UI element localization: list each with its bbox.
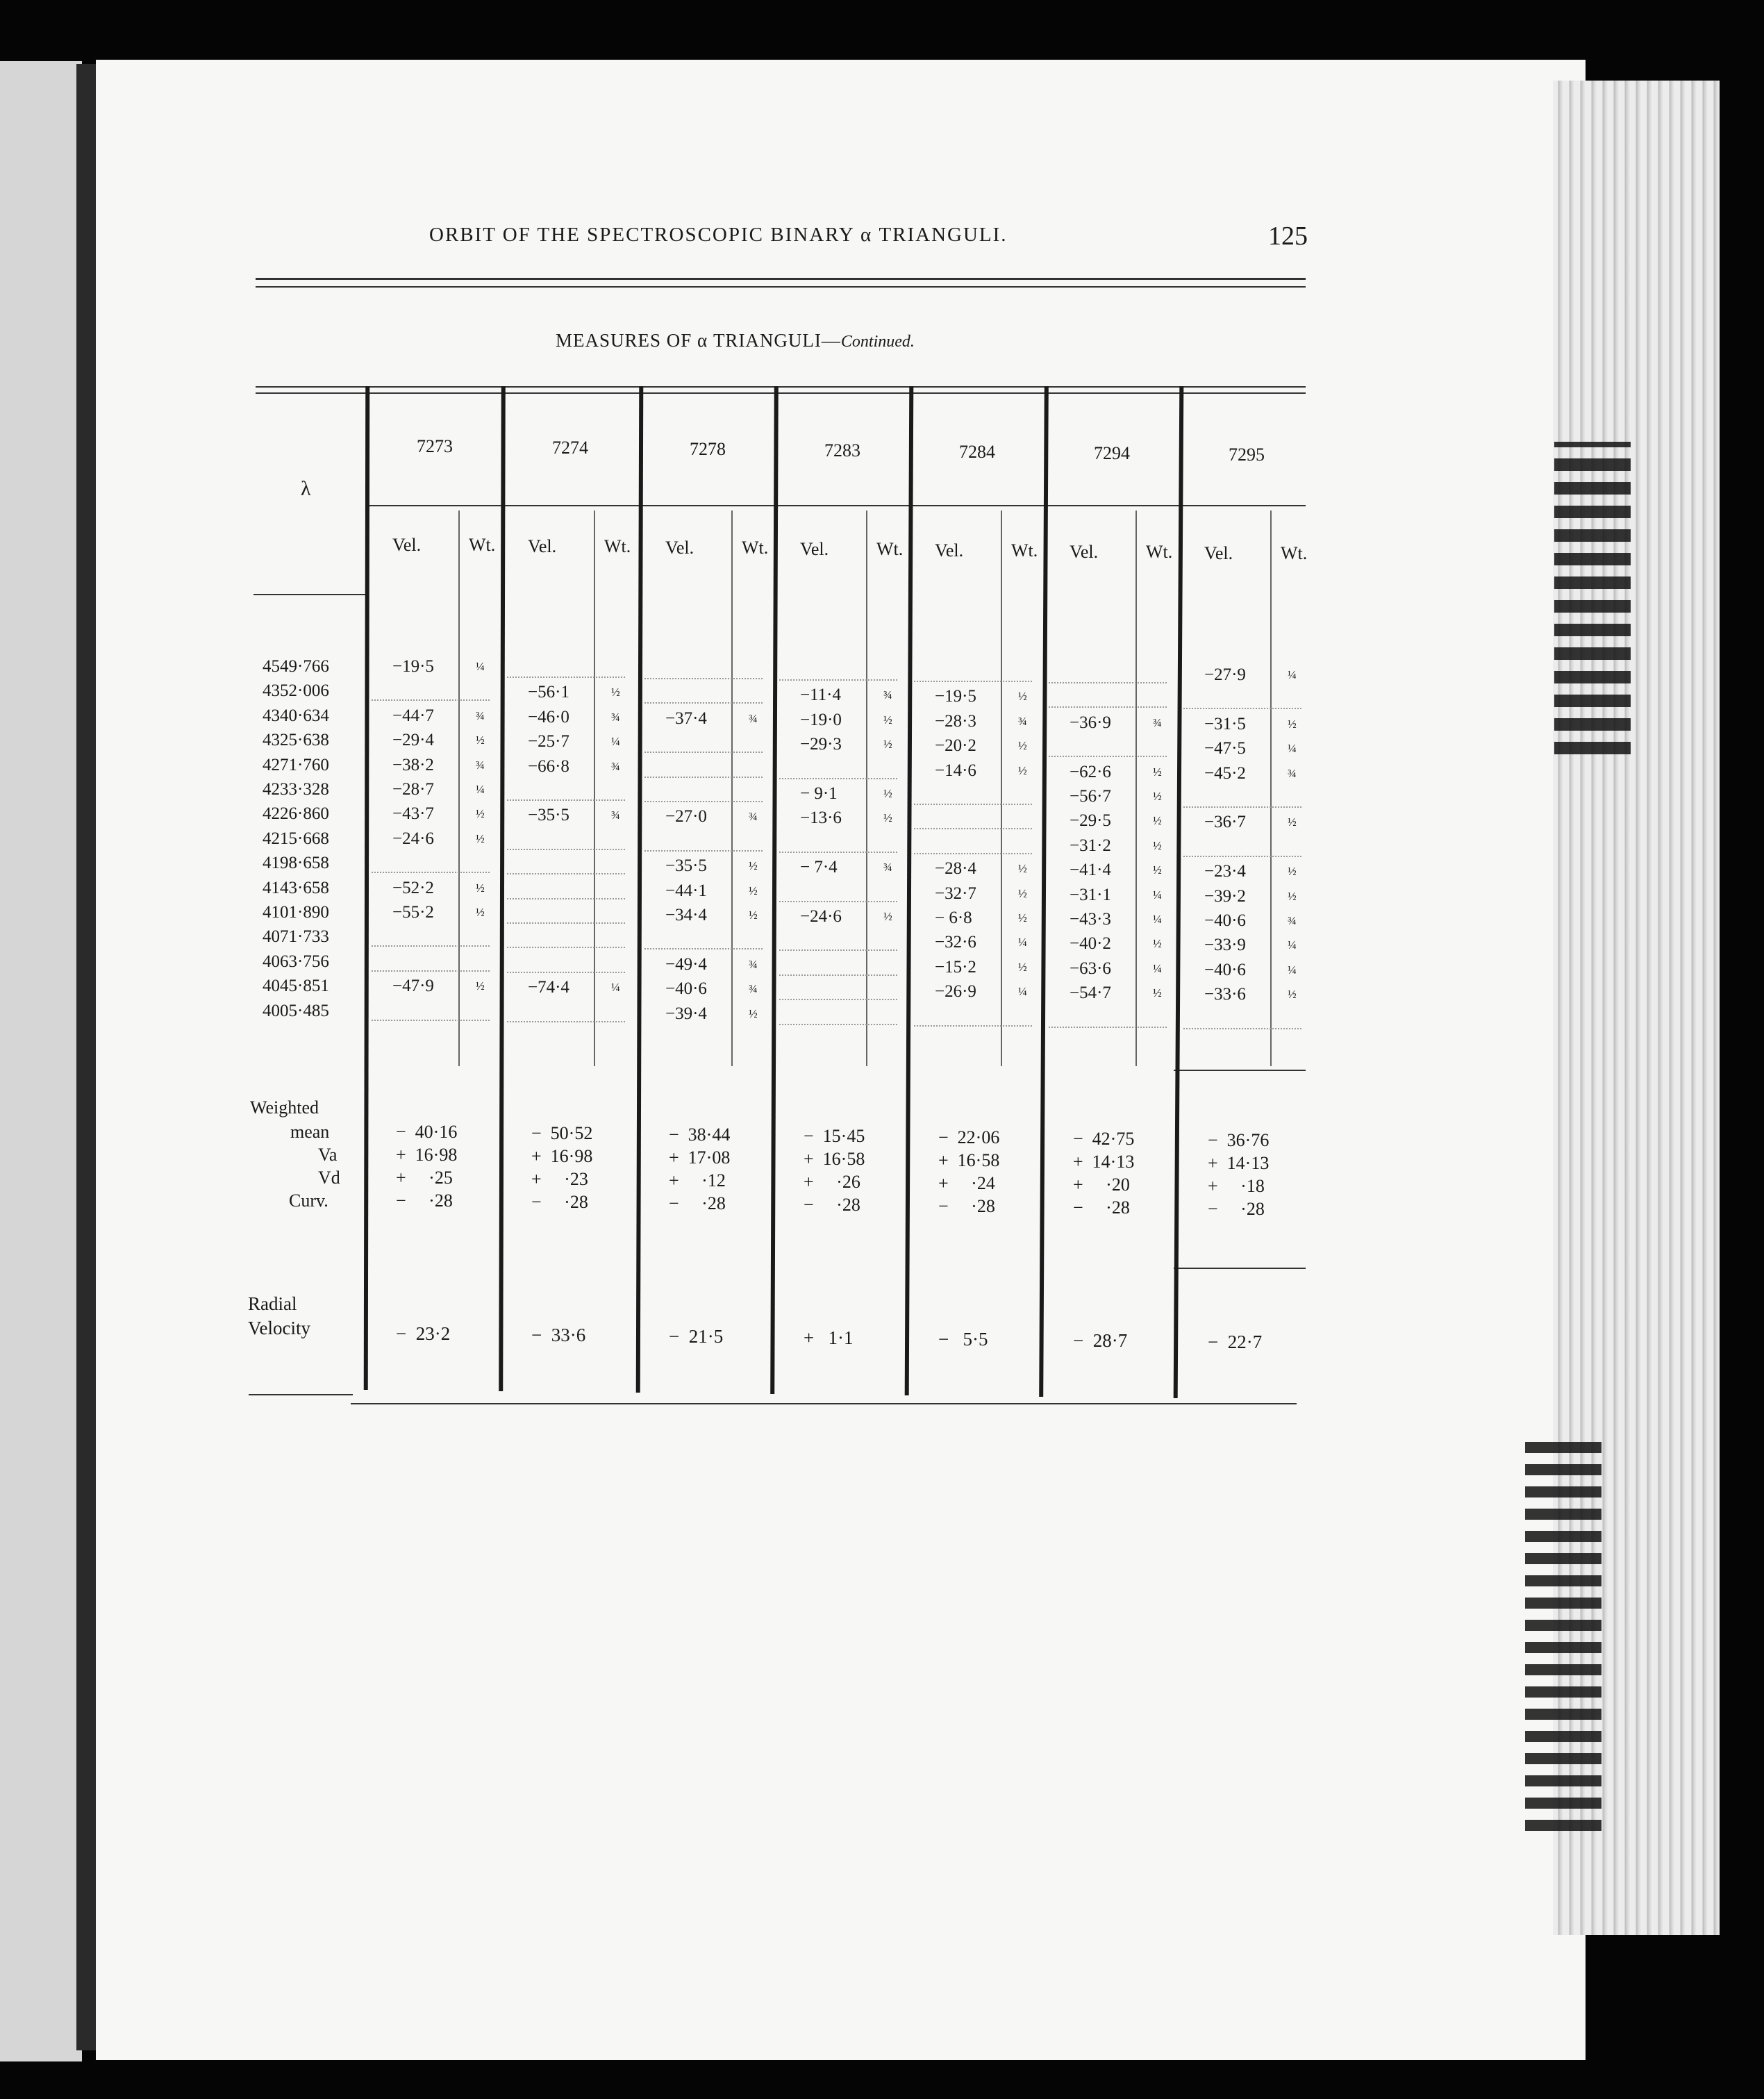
vel-wt-divider (594, 511, 595, 1066)
radial-velocity-value: − 5·5 (938, 1329, 988, 1350)
dotted-leader (644, 948, 763, 949)
plate-number: 7283 (824, 440, 860, 461)
wavelength-cell: 4143·658 (263, 878, 329, 897)
weight-value: ½ (1288, 815, 1297, 829)
dotted-leader (1049, 706, 1167, 708)
weight-value: ¼ (476, 783, 485, 796)
wavelength-cell: 4071·733 (263, 927, 329, 947)
column-header-rule (253, 594, 368, 595)
table-caption: MEASURES OF α TRIANGULI—Continued. (556, 330, 915, 351)
dotted-leader (507, 677, 625, 678)
wt-header: Wt. (1011, 540, 1038, 561)
dotted-leader (507, 922, 625, 924)
dotted-leader (1183, 856, 1301, 857)
velocity-value: −55·2 (392, 903, 434, 922)
weighted-mean-value: − 36·76 (1208, 1130, 1270, 1150)
weight-value: ¾ (1288, 914, 1297, 927)
weight-value: ½ (749, 1006, 758, 1020)
weight-value: ½ (1018, 960, 1027, 974)
velocity-value: −28·7 (392, 780, 434, 799)
velocity-value: −15·2 (935, 957, 976, 977)
velocity-value: −47·5 (1204, 739, 1246, 758)
weight-value: ½ (1018, 862, 1027, 876)
plate-number: 7284 (959, 442, 995, 462)
va-value: + 16·58 (804, 1149, 865, 1169)
dotted-leader (779, 974, 897, 976)
vel-header: Vel. (935, 540, 964, 561)
weight-value: ¾ (749, 982, 758, 996)
weight-value: ¼ (611, 981, 620, 995)
weight-value: ½ (1153, 986, 1162, 1000)
weight-value: ½ (1018, 739, 1027, 753)
vel-wt-divider (1001, 511, 1002, 1066)
weight-value: ¼ (1288, 742, 1297, 756)
velocity-value: −66·8 (528, 756, 569, 776)
velocity-value: −52·2 (392, 878, 434, 897)
curvature-value: − ·28 (1073, 1197, 1130, 1218)
dotted-leader (644, 801, 763, 802)
dotted-leader (644, 850, 763, 852)
page-stack-edge (1553, 81, 1720, 1935)
dotted-leader (914, 828, 1032, 829)
va-value: + 16·58 (938, 1150, 1000, 1170)
velocity-value: −19·0 (800, 710, 842, 729)
wt-header: Wt. (876, 539, 904, 559)
velocity-value: −36·9 (1070, 713, 1111, 732)
velocity-value: −39·4 (665, 1004, 707, 1023)
wavelength-cell: 4045·851 (263, 977, 329, 996)
wavelength-cell: 4101·890 (263, 903, 329, 922)
velocity-value: −29·3 (800, 735, 842, 754)
wavelength-cell: 4198·658 (263, 854, 329, 873)
velocity-value: −39·2 (1204, 886, 1246, 906)
weight-value: ¾ (611, 759, 620, 773)
vel-wt-divider (1270, 511, 1272, 1066)
velocity-value: −29·4 (392, 731, 434, 750)
weight-value: ¼ (1288, 938, 1297, 952)
velocity-value: − 9·1 (800, 784, 838, 803)
curvature-value: − ·28 (804, 1195, 860, 1215)
vel-wt-divider (458, 511, 460, 1066)
va-value: + 14·13 (1208, 1153, 1270, 1173)
velocity-value: −35·5 (665, 856, 707, 876)
radial-velocity-label: Radial (248, 1293, 297, 1314)
weight-value: ½ (476, 733, 485, 747)
dotted-leader (507, 972, 625, 973)
velocity-value: −47·9 (392, 977, 434, 996)
vel-wt-divider (731, 511, 733, 1066)
dotted-leader (1049, 756, 1167, 757)
radial-velocity-label: Velocity (248, 1318, 310, 1338)
vd-value: + ·23 (531, 1169, 588, 1189)
curvature-value: − ·28 (531, 1192, 588, 1212)
velocity-value: −28·4 (935, 859, 976, 879)
va-value: + 17·08 (669, 1147, 731, 1168)
wt-header: Wt. (742, 538, 769, 558)
weight-value: ½ (1018, 763, 1027, 777)
weight-value: ½ (1288, 889, 1297, 903)
weight-value: ¼ (1018, 936, 1027, 949)
dotted-leader (914, 1025, 1032, 1027)
weighted-mean-value: − 15·45 (804, 1126, 865, 1146)
weight-value: ½ (1153, 937, 1162, 951)
weight-value: ¼ (611, 735, 620, 749)
curvature-value: − ·28 (1208, 1199, 1265, 1219)
book-page (96, 60, 1586, 2060)
velocity-value: −34·4 (665, 906, 707, 924)
radial-velocity-value: − 28·7 (1073, 1330, 1128, 1351)
velocity-value: −31·1 (1070, 885, 1111, 904)
dotted-leader (779, 1024, 897, 1025)
dotted-leader (779, 778, 897, 779)
weighted-mean-value: − 38·44 (669, 1125, 731, 1145)
weight-value: ¾ (476, 708, 485, 722)
velocity-value: −35·5 (528, 806, 569, 825)
velocity-value: −38·2 (392, 755, 434, 774)
wavelength-cell: 4549·766 (263, 657, 329, 676)
wt-header: Wt. (1281, 543, 1308, 563)
weight-value: ½ (1153, 790, 1162, 803)
velocity-value: −54·7 (1070, 984, 1111, 1003)
radial-velocity-value: + 1·1 (804, 1327, 854, 1348)
dotted-leader (779, 852, 897, 853)
velocity-value: −24·6 (392, 829, 434, 848)
velocity-value: −40·2 (1070, 934, 1111, 954)
wavelength-cell: 4340·634 (263, 706, 329, 725)
velocity-value: −44·1 (665, 881, 707, 900)
weight-value: ½ (1153, 814, 1162, 828)
wt-header: Wt. (1146, 542, 1173, 562)
weight-value: ¾ (611, 808, 620, 822)
dotted-leader (1049, 1027, 1167, 1028)
weight-value: ½ (1018, 911, 1027, 924)
plate-number: 7295 (1229, 445, 1265, 465)
weight-value: ½ (476, 979, 485, 993)
velocity-value: −40·6 (665, 979, 707, 999)
velocity-value: −33·9 (1204, 936, 1246, 955)
velocity-value: − 7·4 (800, 858, 838, 877)
vel-wt-divider (866, 511, 867, 1066)
summary-label-va: Va (318, 1145, 338, 1165)
vd-value: + ·12 (669, 1170, 726, 1190)
va-value: + 16·98 (531, 1146, 593, 1166)
velocity-value: −27·9 (1204, 665, 1246, 684)
dotted-leader (507, 947, 625, 948)
weight-value: ¾ (1153, 715, 1162, 729)
dotted-leader (1183, 806, 1301, 808)
velocity-value: −28·3 (935, 711, 976, 731)
wavelength-cell: 4063·756 (263, 952, 329, 971)
plate-number: 7273 (417, 436, 453, 456)
weight-value: ¾ (749, 711, 758, 725)
page-edge-stamp (1525, 1442, 1601, 1831)
dotted-leader (372, 872, 490, 873)
table-bottom-rule (351, 1403, 1297, 1404)
weight-value: ½ (476, 881, 485, 895)
weight-value: ½ (883, 738, 892, 752)
wavelength-cell: 4005·485 (263, 1001, 329, 1020)
dotted-leader (372, 970, 490, 972)
weight-value: ½ (1153, 863, 1162, 877)
weighted-mean-value: − 50·52 (531, 1123, 593, 1143)
table-top-rule (256, 392, 1306, 394)
wt-header: Wt. (469, 535, 496, 555)
plate-number: 7278 (690, 439, 726, 459)
dotted-leader (779, 901, 897, 902)
wavelength-cell: 4226·860 (263, 804, 329, 824)
velocity-value: −19·5 (392, 657, 434, 676)
dotted-leader (914, 804, 1032, 805)
weight-value: ¼ (1288, 963, 1297, 977)
velocity-value: −31·5 (1204, 714, 1246, 733)
vel-wt-divider (1135, 511, 1137, 1066)
weight-value: ¼ (476, 660, 485, 673)
page-number: 125 (1268, 222, 1308, 251)
dotted-leader (644, 702, 763, 704)
vel-header: Vel. (528, 536, 557, 556)
va-value: + 16·98 (396, 1145, 458, 1165)
weight-value: ¾ (749, 957, 758, 971)
velocity-value: −44·7 (392, 706, 434, 725)
velocity-value: −32·6 (935, 933, 976, 952)
plate-number: 7274 (552, 438, 588, 458)
weight-value: ½ (1288, 865, 1297, 879)
summary-label-curv: Curv. (289, 1190, 328, 1211)
weight-value: ¾ (476, 758, 485, 772)
dotted-leader (1183, 708, 1301, 709)
weight-value: ¾ (1018, 714, 1027, 728)
weight-value: ¾ (883, 688, 892, 702)
dotted-leader (372, 945, 490, 947)
dotted-leader (1183, 1028, 1301, 1029)
dotted-leader (914, 681, 1032, 682)
weight-value: ½ (749, 883, 758, 897)
wavelength-cell: 4325·638 (263, 731, 329, 750)
velocity-value: −14·6 (935, 761, 976, 780)
wavelength-cell: 4352·006 (263, 681, 329, 701)
weight-value: ½ (611, 686, 620, 699)
radial-velocity-value: − 21·5 (669, 1326, 724, 1347)
dotted-leader (644, 752, 763, 753)
velocity-value: −56·1 (528, 683, 569, 702)
header-rule (256, 278, 1306, 280)
velocity-value: −24·6 (800, 907, 842, 926)
table-top-rule (256, 386, 1306, 388)
dotted-leader (779, 949, 897, 951)
weight-value: ½ (1288, 988, 1297, 1002)
weight-value: ½ (476, 831, 485, 845)
weight-value: ½ (883, 910, 892, 923)
weighted-mean-value: − 22·06 (938, 1127, 1000, 1147)
book-gutter (76, 64, 96, 2050)
dotted-leader (507, 1021, 625, 1022)
summary-label-weighted: Weighted (250, 1097, 319, 1118)
velocity-value: −40·6 (1204, 911, 1246, 930)
velocity-value: −19·5 (935, 687, 976, 706)
vel-header: Vel. (665, 538, 694, 558)
velocity-value: −40·6 (1204, 960, 1246, 979)
dotted-leader (644, 777, 763, 778)
velocity-value: −26·9 (935, 982, 976, 1002)
va-value: + 14·13 (1073, 1152, 1135, 1172)
plate-number: 7294 (1094, 443, 1130, 463)
dotted-leader (507, 849, 625, 850)
dotted-leader (914, 853, 1032, 854)
header-rule (256, 286, 1306, 288)
vel-header: Vel. (1070, 542, 1099, 562)
weight-value: ¼ (1288, 668, 1297, 681)
dotted-leader (779, 679, 897, 681)
weight-value: ½ (476, 807, 485, 821)
velocity-value: −56·7 (1070, 787, 1111, 806)
dotted-leader (644, 678, 763, 679)
wavelength-cell: 4215·668 (263, 829, 329, 848)
weight-value: ½ (883, 787, 892, 800)
summary-label-mean: mean (290, 1122, 330, 1142)
velocity-value: −63·6 (1070, 959, 1111, 978)
dotted-leader (1049, 682, 1167, 683)
velocity-value: −74·4 (528, 978, 569, 997)
velocity-value: −43·7 (392, 804, 434, 824)
velocity-value: −25·7 (528, 732, 569, 752)
page-edge-stamp (1554, 442, 1631, 754)
weight-value: ½ (749, 859, 758, 873)
curvature-value: − ·28 (938, 1196, 995, 1216)
velocity-value: −20·2 (935, 736, 976, 756)
velocity-value: −31·2 (1070, 836, 1111, 855)
vd-value: + ·26 (804, 1172, 860, 1192)
vel-header: Vel. (1204, 543, 1233, 563)
weight-value: ¾ (611, 710, 620, 724)
wavelength-cell: 4271·760 (263, 755, 329, 774)
summary-label-vd: Vd (318, 1168, 340, 1188)
weighted-mean-value: − 42·75 (1073, 1129, 1135, 1149)
velocity-value: −23·4 (1204, 862, 1246, 881)
velocity-value: −29·5 (1070, 811, 1111, 831)
weight-value: ¼ (1153, 888, 1162, 902)
vel-header: Vel. (392, 535, 422, 555)
radial-velocity-value: − 23·2 (396, 1323, 451, 1344)
dotted-leader (507, 873, 625, 874)
dotted-leader (779, 999, 897, 1000)
weight-value: ½ (883, 713, 892, 727)
velocity-value: −46·0 (528, 707, 569, 727)
wavelength-cell: 4233·328 (263, 780, 329, 799)
velocity-value: − 6·8 (935, 909, 972, 927)
velocity-value: −27·0 (665, 807, 707, 827)
weight-value: ½ (883, 811, 892, 825)
weight-value: ¾ (1288, 766, 1297, 780)
vd-value: + ·18 (1208, 1176, 1265, 1196)
lambda-header: λ (301, 477, 311, 500)
table-bottom-rule (249, 1394, 353, 1395)
dotted-leader (507, 898, 625, 899)
velocity-value: −11·4 (800, 686, 841, 705)
dotted-leader (507, 799, 625, 801)
weight-value: ¾ (883, 861, 892, 874)
summary-end-rule (1174, 1268, 1306, 1269)
wt-header: Wt. (604, 536, 631, 556)
velocity-value: −62·6 (1070, 762, 1111, 781)
velocity-value: −13·6 (800, 808, 842, 828)
velocity-value: −37·4 (665, 708, 707, 728)
dotted-leader (372, 1020, 490, 1021)
vd-value: + ·25 (396, 1168, 453, 1188)
velocity-value: −45·2 (1204, 763, 1246, 783)
weight-value: ½ (476, 906, 485, 919)
body-end-rule (1174, 1070, 1306, 1071)
weight-value: ¼ (1153, 961, 1162, 975)
weight-value: ¼ (1018, 985, 1027, 999)
weight-value: ½ (1018, 690, 1027, 704)
weight-value: ¼ (1153, 913, 1162, 926)
weight-value: ½ (1153, 838, 1162, 852)
curvature-value: − ·28 (669, 1193, 726, 1213)
weight-value: ½ (1153, 765, 1162, 779)
vd-value: + ·20 (1073, 1175, 1130, 1195)
velocity-value: −41·4 (1070, 861, 1111, 880)
weight-value: ½ (749, 909, 758, 922)
weight-value: ½ (1288, 717, 1297, 731)
running-title: ORBIT OF THE SPECTROSCOPIC BINARY α TRIANGULI. (429, 224, 1008, 246)
radial-velocity-value: − 33·6 (531, 1325, 586, 1345)
weight-value: ½ (1018, 886, 1027, 900)
velocity-value: −33·6 (1204, 985, 1246, 1004)
weight-value: ¾ (749, 810, 758, 824)
header-separator-rule (368, 505, 1306, 506)
vel-header: Vel. (800, 539, 829, 559)
velocity-value: −43·3 (1070, 910, 1111, 929)
weighted-mean-value: − 40·16 (396, 1122, 458, 1142)
vd-value: + ·24 (938, 1173, 995, 1193)
velocity-value: −32·7 (935, 883, 976, 903)
dotted-leader (372, 699, 490, 701)
facing-page-edge (0, 61, 82, 2061)
velocity-value: −49·4 (665, 954, 707, 974)
curvature-value: − ·28 (396, 1190, 453, 1211)
radial-velocity-value: − 22·7 (1208, 1331, 1263, 1352)
velocity-value: −36·7 (1204, 813, 1246, 832)
